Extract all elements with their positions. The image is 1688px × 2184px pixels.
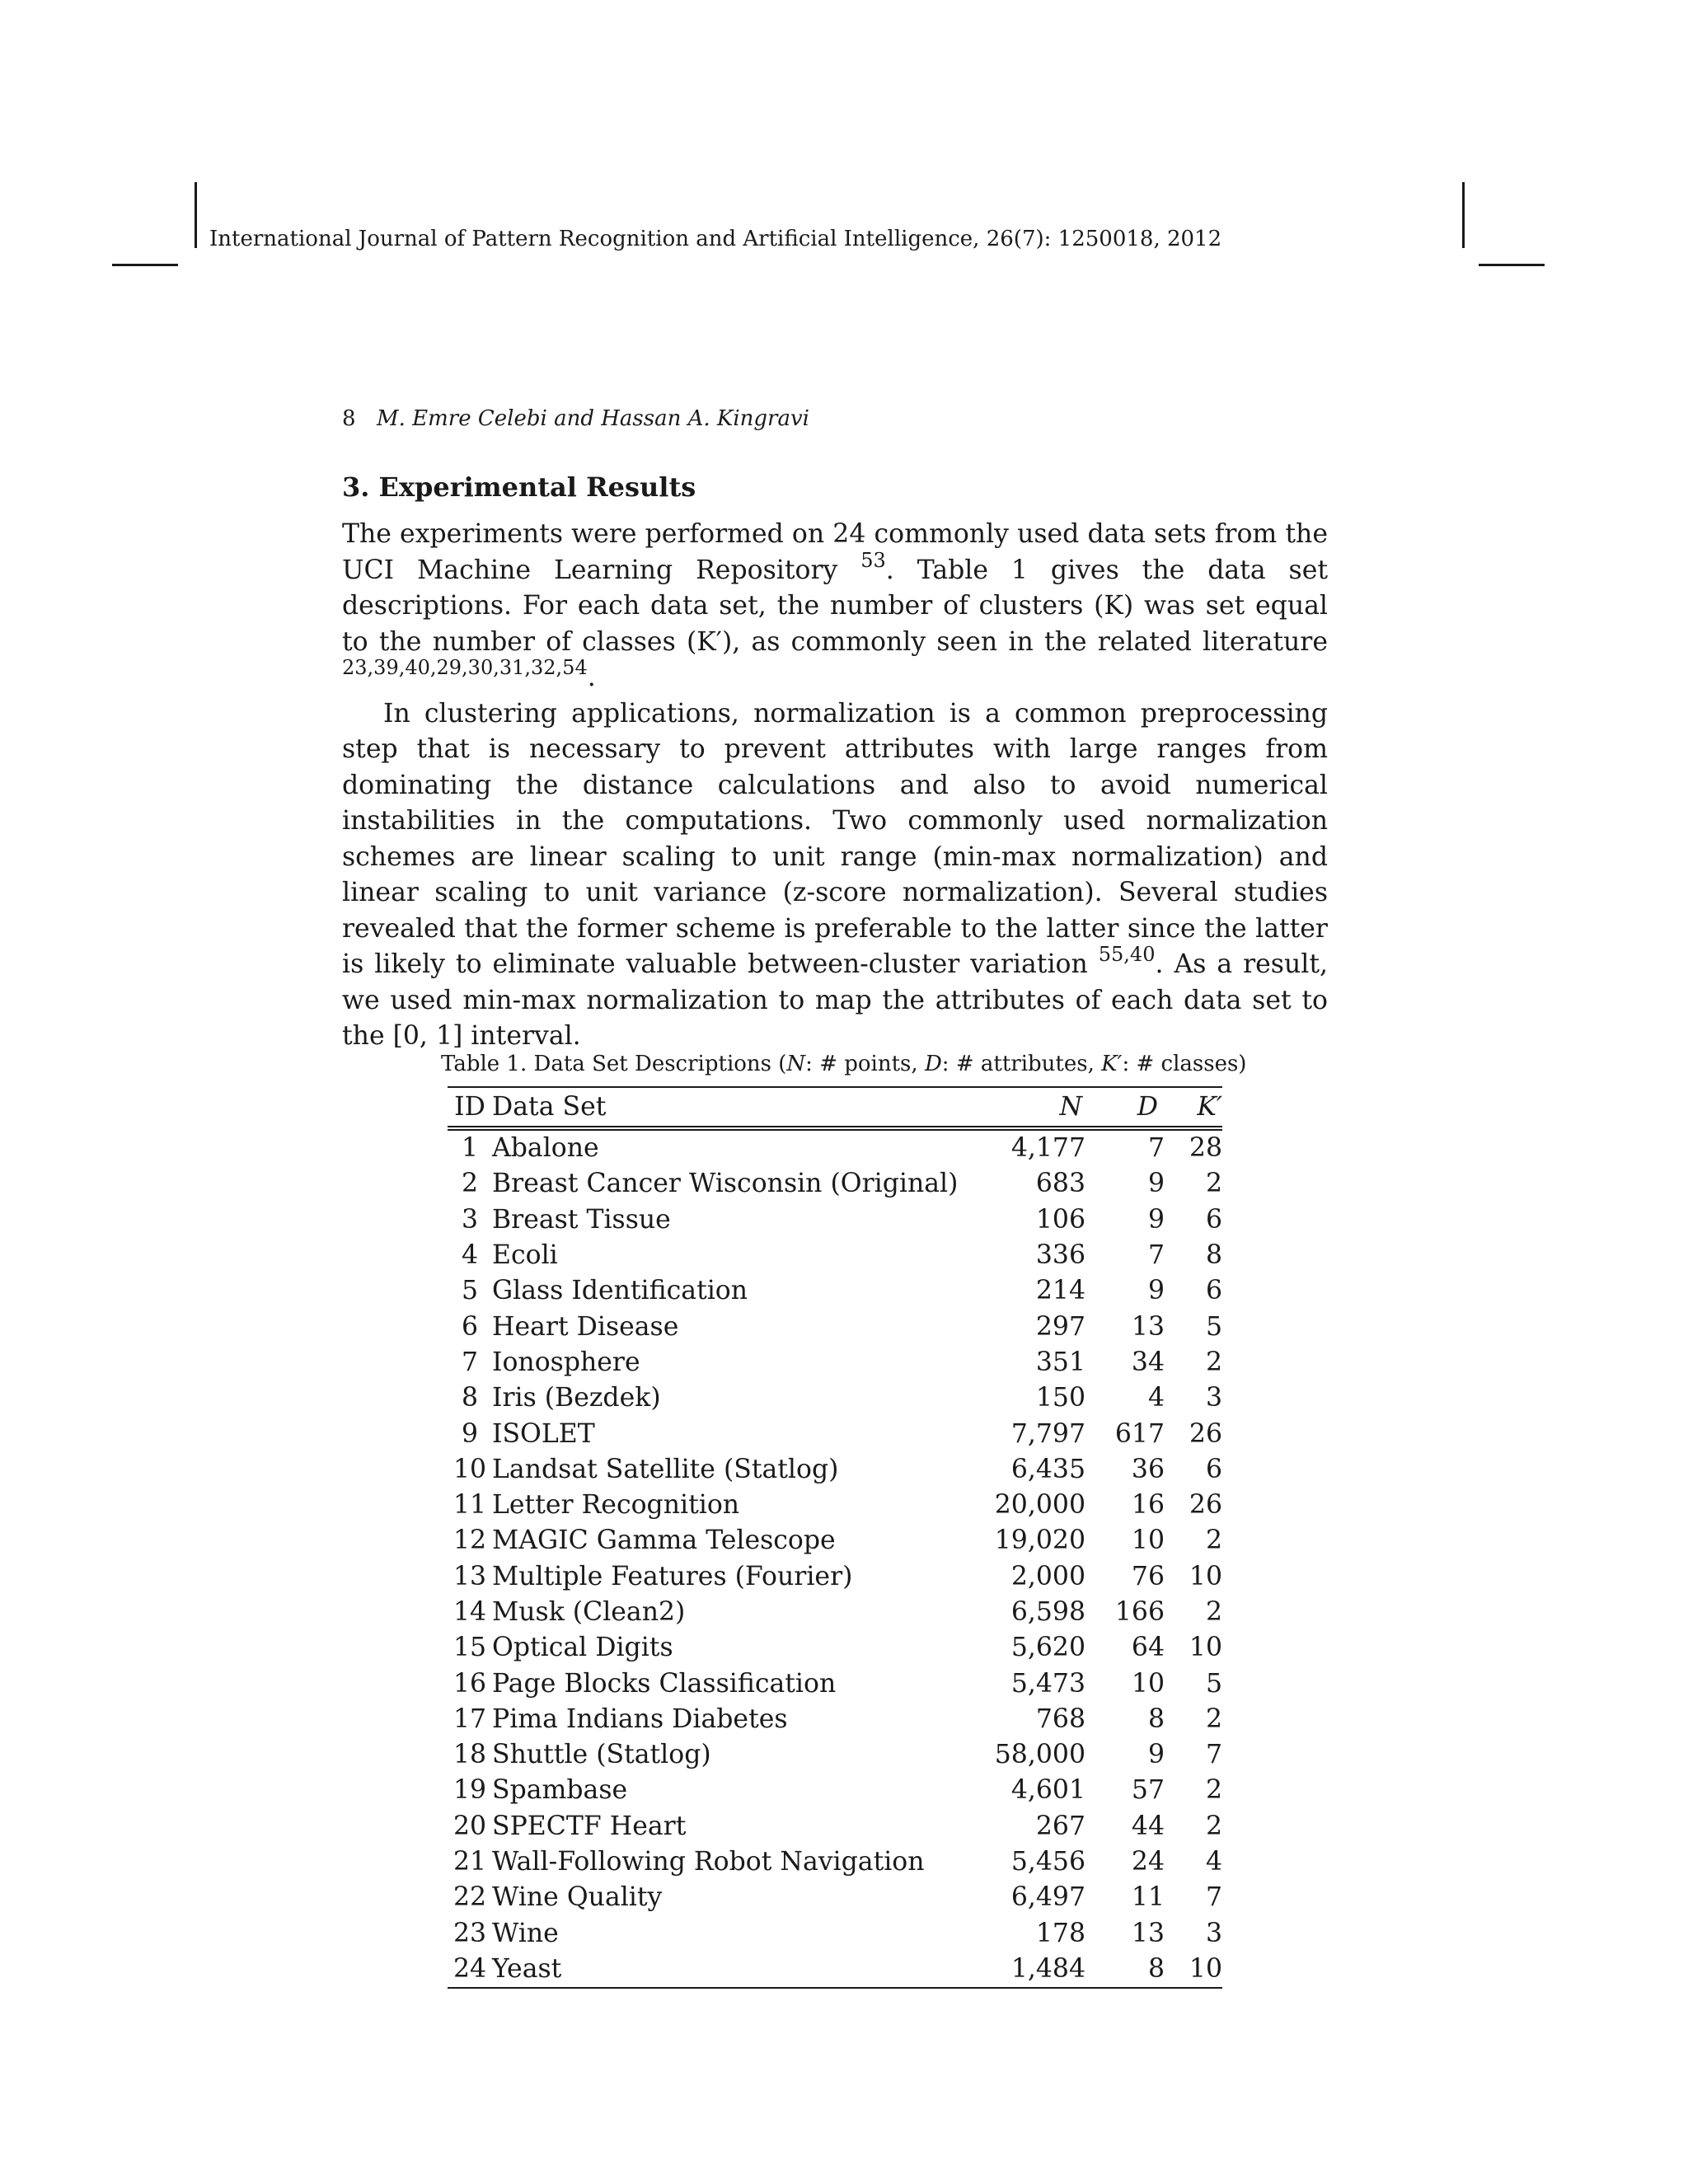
- running-head-authors: M. Emre Celebi and Hassan A. Kingravi: [377, 406, 809, 431]
- cell-d: 9: [1147, 1204, 1165, 1235]
- cell-n: 20,000: [994, 1490, 1085, 1521]
- crop-mark-top-left-vertical: [195, 182, 197, 248]
- cell-data-set: Letter Recognition: [492, 1490, 740, 1521]
- table-row: [448, 1559, 1222, 1595]
- cell-id: 16: [452, 1668, 487, 1699]
- cell-k: 28: [1189, 1133, 1222, 1164]
- table-body: [448, 1128, 1222, 1988]
- cell-data-set: Spambase: [492, 1775, 628, 1806]
- cell-id: 1: [461, 1133, 479, 1164]
- cell-k: 6: [1205, 1276, 1222, 1306]
- table-row: [448, 1630, 1222, 1666]
- table-row: [448, 1737, 1222, 1773]
- table-row: [448, 1345, 1222, 1380]
- table-row: [448, 1844, 1222, 1880]
- cell-k: 7: [1205, 1882, 1222, 1913]
- cell-id: 5: [461, 1276, 479, 1306]
- cell-data-set: Iris (Bezdek): [492, 1383, 661, 1413]
- table-row: [448, 1309, 1222, 1344]
- citation-ref: 55,40: [1098, 943, 1156, 966]
- cell-n: 6,598: [1010, 1597, 1085, 1627]
- cell-k: 2: [1205, 1775, 1222, 1806]
- running-head: [342, 402, 809, 435]
- cell-data-set: Landsat Satellite (Statlog): [492, 1454, 839, 1484]
- cell-n: 58,000: [994, 1740, 1085, 1770]
- cell-id: 11: [452, 1490, 487, 1521]
- page-number: 8: [342, 406, 356, 431]
- header-id: ID: [454, 1091, 485, 1122]
- cell-id: 18: [452, 1740, 487, 1770]
- cell-d: 9: [1147, 1276, 1165, 1306]
- section-title: 3. Experimental Results: [342, 471, 696, 503]
- table-row: [448, 1773, 1222, 1808]
- header-d: D: [1137, 1091, 1158, 1122]
- cell-n: 5,456: [1010, 1847, 1085, 1877]
- table-row: [448, 1916, 1222, 1952]
- crop-mark-top-right-horizontal: [1479, 264, 1545, 266]
- cell-d: 11: [1131, 1882, 1165, 1913]
- paragraph-2-text-b: . As a result, we used min-max normalization to map the attributes of each data set to the [0, 1] interval.: [342, 949, 1328, 1051]
- cell-d: 617: [1114, 1418, 1165, 1449]
- cell-d: 34: [1131, 1347, 1165, 1377]
- cell-id: 15: [452, 1633, 487, 1663]
- cell-id: 6: [461, 1311, 479, 1342]
- header-n: N: [1059, 1091, 1082, 1122]
- cell-d: 9: [1147, 1740, 1165, 1770]
- cell-data-set: ISOLET: [492, 1418, 595, 1449]
- cell-id: 24: [452, 1953, 487, 1984]
- cell-k: 8: [1205, 1240, 1222, 1271]
- table-row: [448, 1880, 1222, 1915]
- cell-d: 16: [1131, 1490, 1165, 1521]
- citation-ref: 23,39,40,29,30,31,32,54: [342, 656, 588, 679]
- table-row: [448, 1238, 1222, 1273]
- cell-id: 21: [452, 1847, 487, 1877]
- table-row: [448, 1416, 1222, 1451]
- table-header: [448, 1087, 1222, 1128]
- cell-id: 3: [461, 1204, 479, 1235]
- cell-d: 7: [1147, 1133, 1165, 1164]
- cell-id: 20: [452, 1811, 487, 1841]
- cell-k: 10: [1189, 1953, 1222, 1984]
- cell-data-set: Yeast: [492, 1953, 562, 1984]
- cell-data-set: Ecoli: [492, 1240, 558, 1271]
- cell-id: 8: [461, 1383, 479, 1413]
- table-row: [448, 1595, 1222, 1630]
- header-row: [448, 1087, 1222, 1128]
- table-row: [448, 1488, 1222, 1523]
- cell-d: 36: [1131, 1454, 1165, 1484]
- cell-k: 5: [1205, 1668, 1222, 1699]
- cell-n: 297: [1035, 1311, 1085, 1342]
- cell-d: 9: [1147, 1169, 1165, 1199]
- cell-k: 2: [1205, 1347, 1222, 1377]
- cell-k: 5: [1205, 1311, 1222, 1342]
- cell-id: 23: [452, 1918, 487, 1948]
- cell-data-set: Ionosphere: [492, 1347, 640, 1377]
- cell-n: 5,473: [1010, 1668, 1085, 1699]
- cell-data-set: Wine Quality: [492, 1882, 663, 1913]
- caption-k-symbol: K′: [1101, 1052, 1123, 1076]
- data-set-table: [448, 1086, 1222, 1989]
- cell-n: 6,435: [1010, 1454, 1085, 1484]
- cell-id: 14: [452, 1597, 487, 1627]
- caption-mid-1: : # points,: [805, 1052, 925, 1076]
- cell-n: 6,497: [1010, 1882, 1085, 1913]
- cell-d: 7: [1147, 1240, 1165, 1271]
- table-row: [448, 1380, 1222, 1416]
- cell-n: 4,601: [1010, 1775, 1085, 1806]
- cell-id: 13: [452, 1561, 487, 1591]
- cell-id: 2: [461, 1169, 479, 1199]
- cell-n: 4,177: [1010, 1133, 1085, 1164]
- cell-data-set: Multiple Features (Fourier): [492, 1561, 853, 1591]
- cell-n: 214: [1035, 1276, 1085, 1306]
- cell-data-set: Wall-Following Robot Navigation: [492, 1847, 925, 1877]
- cell-n: 267: [1035, 1811, 1085, 1841]
- header-data-set: Data Set: [492, 1091, 607, 1122]
- cell-k: 2: [1205, 1704, 1222, 1734]
- caption-n-symbol: N: [786, 1052, 806, 1076]
- cell-n: 768: [1035, 1704, 1085, 1734]
- table-caption: [441, 1047, 1247, 1080]
- cell-id: 10: [452, 1454, 487, 1484]
- cell-data-set: Shuttle (Statlog): [492, 1740, 711, 1770]
- header-k: K′: [1197, 1091, 1222, 1122]
- cell-data-set: Heart Disease: [492, 1311, 679, 1342]
- cell-k: 4: [1205, 1847, 1222, 1877]
- cell-n: 178: [1035, 1918, 1085, 1948]
- table-row: [448, 1523, 1222, 1558]
- cell-id: 19: [452, 1775, 487, 1806]
- cell-d: 24: [1131, 1847, 1165, 1877]
- cell-id: 4: [461, 1240, 479, 1271]
- table-row: [448, 1128, 1222, 1166]
- table-row: [448, 1166, 1222, 1202]
- cell-d: 10: [1131, 1668, 1165, 1699]
- paragraph-1-text-c: .: [587, 663, 596, 692]
- table-row: [448, 1452, 1222, 1488]
- cell-data-set: Breast Tissue: [492, 1204, 671, 1235]
- cell-d: 44: [1131, 1811, 1165, 1841]
- cell-k: 26: [1189, 1418, 1222, 1449]
- cell-d: 4: [1147, 1383, 1165, 1413]
- cell-data-set: MAGIC Gamma Telescope: [492, 1526, 836, 1556]
- cell-k: 2: [1205, 1169, 1222, 1199]
- cell-data-set: Abalone: [492, 1133, 599, 1164]
- cell-n: 19,020: [994, 1526, 1085, 1556]
- cell-id: 9: [461, 1418, 479, 1449]
- caption-mid-2: : # attributes,: [941, 1052, 1102, 1076]
- cell-d: 57: [1131, 1775, 1165, 1806]
- paragraph-2: [342, 696, 1328, 1055]
- cell-k: 6: [1205, 1454, 1222, 1484]
- cell-data-set: Page Blocks Classification: [492, 1668, 837, 1699]
- citation-ref: 53: [860, 548, 886, 572]
- cell-n: 336: [1035, 1240, 1085, 1271]
- cell-k: 2: [1205, 1811, 1222, 1841]
- cell-d: 13: [1131, 1918, 1165, 1948]
- cell-n: 2,000: [1010, 1561, 1085, 1591]
- paragraph-1: [342, 517, 1328, 696]
- table-row: [448, 1702, 1222, 1737]
- cell-id: 12: [452, 1526, 487, 1556]
- paragraph-1-text-a: The experiments were performed on 24 commonly used data sets from the UCI Machine Learning Repository: [342, 519, 1328, 585]
- cell-k: 3: [1205, 1383, 1222, 1413]
- cell-id: 17: [452, 1704, 487, 1734]
- table-row: [448, 1273, 1222, 1309]
- cell-d: 13: [1131, 1311, 1165, 1342]
- cell-k: 7: [1205, 1740, 1222, 1770]
- cell-k: 26: [1189, 1490, 1222, 1521]
- cell-n: 106: [1035, 1204, 1085, 1235]
- table-row: [448, 1202, 1222, 1238]
- cell-n: 1,484: [1010, 1953, 1085, 1984]
- cell-n: 5,620: [1010, 1633, 1085, 1663]
- cell-k: 10: [1189, 1561, 1222, 1591]
- cell-data-set: Glass Identification: [492, 1276, 748, 1306]
- cell-data-set: Wine: [492, 1918, 559, 1948]
- cell-n: 150: [1035, 1383, 1085, 1413]
- cell-d: 10: [1131, 1526, 1165, 1556]
- caption-prefix: Table 1. Data Set Descriptions (: [441, 1052, 787, 1076]
- cell-k: 2: [1205, 1526, 1222, 1556]
- journal-header: International Journal of Pattern Recognition and Artificial Intelligence, 26(7): 1250018, 2012: [209, 227, 1222, 251]
- cell-d: 64: [1131, 1633, 1165, 1663]
- cell-d: 8: [1147, 1953, 1165, 1984]
- crop-mark-top-right-vertical: [1462, 182, 1465, 248]
- cell-d: 8: [1147, 1704, 1165, 1734]
- cell-n: 683: [1035, 1169, 1085, 1199]
- cell-id: 7: [461, 1347, 479, 1377]
- table-row: [448, 1809, 1222, 1844]
- cell-k: 6: [1205, 1204, 1222, 1235]
- body-text: [342, 517, 1328, 1055]
- cell-data-set: Breast Cancer Wisconsin (Original): [492, 1169, 959, 1199]
- cell-k: 2: [1205, 1597, 1222, 1627]
- caption-d-symbol: D: [924, 1052, 942, 1076]
- cell-k: 3: [1205, 1918, 1222, 1948]
- cell-d: 76: [1131, 1561, 1165, 1591]
- paragraph-1-text-b: . Table 1 gives the data set descriptions. For each data set, the number of clusters (K) was set equal to the number of classes (K′), as commonly seen in the related literature: [342, 555, 1328, 657]
- cell-n: 7,797: [1010, 1418, 1085, 1449]
- cell-data-set: Pima Indians Diabetes: [492, 1704, 788, 1734]
- cell-id: 22: [452, 1882, 487, 1913]
- cell-data-set: SPECTF Heart: [492, 1811, 687, 1841]
- table-row: [448, 1666, 1222, 1701]
- cell-n: 351: [1035, 1347, 1085, 1377]
- cell-data-set: Musk (Clean2): [492, 1597, 686, 1627]
- crop-mark-top-left-horizontal: [112, 264, 178, 266]
- cell-k: 10: [1189, 1633, 1222, 1663]
- caption-suffix: : # classes): [1122, 1052, 1247, 1076]
- cell-d: 166: [1114, 1597, 1165, 1627]
- table-row: [448, 1952, 1222, 1988]
- paragraph-2-text-a: In clustering applications, normalization is a common preprocessing step that is necessary to prevent attributes with large ranges from dominating the distance calculations and also to avoid numerical instabilities in the computations. Two commonly used normalization schemes are linear scaling to unit range (min-max normalization) and linear scaling to unit variance (z-score normalization). Several studies revealed that the former scheme is preferable to the latter since the latter is likely to eliminate valuable between-cluster variation: [342, 698, 1328, 979]
- cell-data-set: Optical Digits: [492, 1633, 673, 1663]
